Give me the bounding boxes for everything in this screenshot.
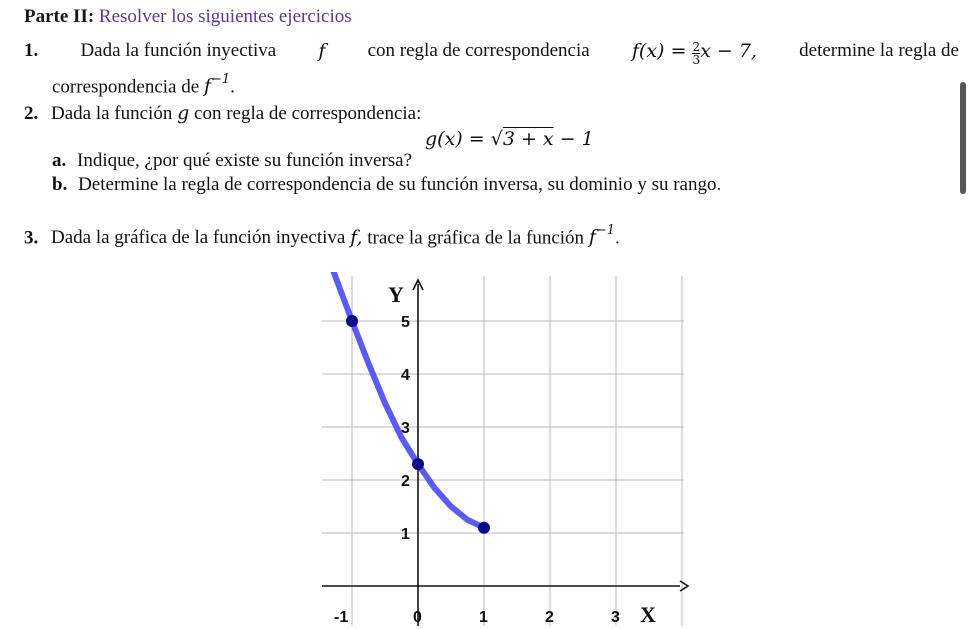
section-heading xyxy=(24,6,352,28)
y-tick-label: 4 xyxy=(401,367,410,384)
y-axis-label: Y xyxy=(388,282,404,307)
g-formula-lhs: g(x) = xyxy=(425,128,485,150)
question-2b-label: b. xyxy=(52,174,68,195)
graph-grid xyxy=(322,276,684,626)
formula-rhs: x − 7, xyxy=(700,40,757,62)
y-tick-label: 3 xyxy=(401,420,410,437)
question-1-line-2 xyxy=(52,74,235,98)
function-g-symbol: g xyxy=(177,102,190,124)
question-1-text-mid: con regla de correspondencia xyxy=(367,40,590,61)
question-2-text-2: con regla de correspondencia: xyxy=(194,103,422,124)
section-label: Parte II: xyxy=(24,6,95,27)
question-2-formula xyxy=(425,128,594,150)
fraction-denominator: 3 xyxy=(692,53,701,67)
question-3 xyxy=(24,225,620,249)
y-tick-label: 2 xyxy=(401,473,410,490)
x-axis-label: X xyxy=(640,602,656,627)
period: . xyxy=(230,76,235,98)
question-2-text: Dada la función xyxy=(51,103,173,124)
question-2b xyxy=(52,174,721,196)
y-tick-label: 5 xyxy=(401,314,410,331)
inv-exponent: −1 xyxy=(595,223,616,238)
question-2a-text: Indique, ¿por qué existe su función inversa? xyxy=(77,150,413,171)
x-tick-label: 0 xyxy=(413,609,422,626)
inverse-function-symbol xyxy=(203,72,231,98)
graph-tick-labels xyxy=(334,282,656,627)
x-tick-label: -1 xyxy=(334,609,349,626)
g-formula-rhs: − 1 xyxy=(559,128,594,150)
period: . xyxy=(615,227,620,249)
y-tick-label: 1 xyxy=(401,526,410,543)
inverse-function-symbol xyxy=(588,223,616,249)
question-1-line-1 xyxy=(24,40,959,66)
question-1-text-after: determine la regla de xyxy=(799,40,959,61)
x-tick-label: 1 xyxy=(479,609,488,626)
x-axis-arrow xyxy=(680,581,688,591)
question-1-line-2-text: correspondencia de xyxy=(52,76,200,98)
question-2a xyxy=(52,150,412,172)
radicand: 3 + x xyxy=(502,128,554,150)
graph-axes xyxy=(322,280,688,626)
function-f-symbol: f, xyxy=(350,226,363,249)
question-2a-label: a. xyxy=(52,150,67,171)
question-3-text: Dada la gráfica de la función inyectiva xyxy=(51,227,346,249)
inv-f: f xyxy=(203,75,211,98)
curve-point xyxy=(346,315,358,327)
sqrt-symbol: √ xyxy=(490,128,503,150)
fraction xyxy=(692,41,700,66)
question-3-number: 3. xyxy=(24,227,39,249)
formula-lhs: f(x) = xyxy=(631,40,687,62)
curve-point xyxy=(412,458,424,470)
x-tick-label: 2 xyxy=(545,609,554,626)
inv-f: f xyxy=(588,226,596,249)
question-1-formula xyxy=(632,40,757,66)
question-3-text-2: trace la gráfica de la función xyxy=(367,227,585,249)
fraction-numerator: 2 xyxy=(692,40,701,54)
function-f-symbol: f xyxy=(318,40,326,62)
function-graph xyxy=(318,272,698,629)
question-2-line-1 xyxy=(24,102,421,125)
x-tick-label: 3 xyxy=(611,609,620,626)
question-2b-text: Determine la regla de correspondencia de su función inversa, su dominio y su rango. xyxy=(78,174,722,195)
section-title: Resolver los siguientes ejercicios xyxy=(98,6,352,27)
scrollbar[interactable] xyxy=(960,82,966,194)
curve-point xyxy=(478,522,490,534)
question-2-number: 2. xyxy=(24,103,39,124)
question-1-number: 1. xyxy=(24,40,39,61)
question-1-text: Dada la función inyectiva xyxy=(80,40,277,61)
inv-exponent: −1 xyxy=(210,72,231,87)
